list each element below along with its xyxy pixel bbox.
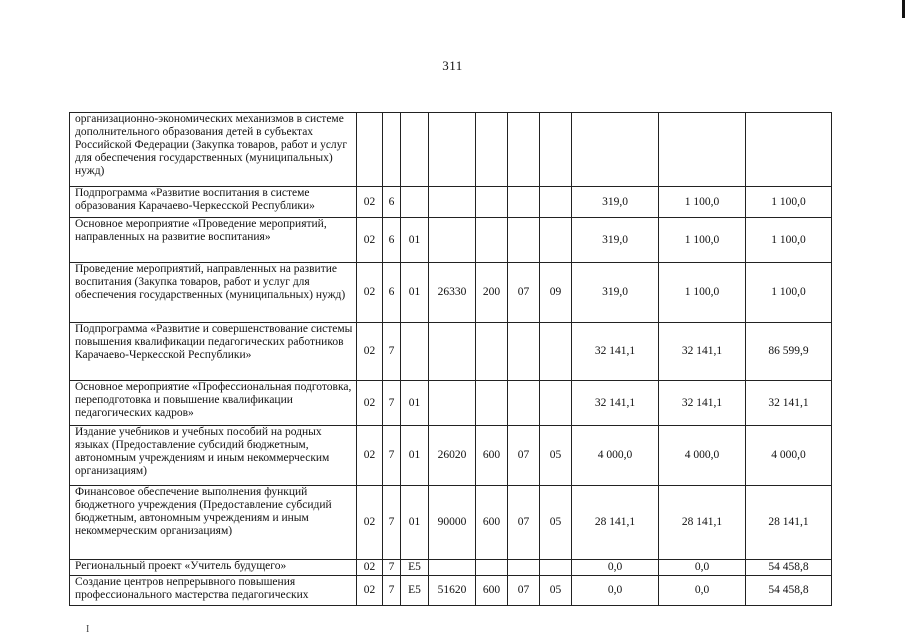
cell-year2: 1 100,0 [659,187,746,218]
cell-year2 [659,113,746,187]
cell-year1 [572,113,659,187]
cell-gp: 02 [357,486,383,560]
cell-year1: 319,0 [572,263,659,323]
cell-gp [357,113,383,187]
cell-year3: 1 100,0 [746,218,832,263]
cell-pr: 05 [540,576,572,606]
cell-direction [429,560,476,576]
cell-vr: 200 [476,263,508,323]
cell-direction [429,113,476,187]
cell-om: 01 [401,263,429,323]
cell-pr [540,218,572,263]
cell-year1: 319,0 [572,187,659,218]
cell-gp: 02 [357,576,383,606]
cell-om: 01 [401,426,429,486]
cell-year1: 32 141,1 [572,381,659,426]
cell-direction: 26020 [429,426,476,486]
cell-rz [508,187,540,218]
cell-vr: 600 [476,426,508,486]
table-row [70,323,832,381]
cell-gp: 02 [357,187,383,218]
cell-year1: 28 141,1 [572,486,659,560]
cell-gp: 02 [357,323,383,381]
cell-year3: 1 100,0 [746,263,832,323]
cell-pp [383,113,401,187]
cell-year2: 32 141,1 [659,381,746,426]
cell-vr [476,381,508,426]
cell-year2: 28 141,1 [659,486,746,560]
cell-pp: 7 [383,426,401,486]
table-row [70,576,832,606]
cell-name: Основное мероприятие «Проведение мероприятий, направленных на развитие воспитания» [70,218,357,263]
budget-table-body [70,113,832,606]
cell-pp: 6 [383,218,401,263]
table-row [70,560,832,576]
cell-pp: 7 [383,576,401,606]
cell-name: организационно-экономических механизмов в системе дополнительного образования детей в субъектах Российской Федерации (Закупка товаров, работ и услуг для обеспечения государственных (муниципальных) нужд) [70,113,357,187]
cell-year2: 32 141,1 [659,323,746,381]
cell-rz: 07 [508,426,540,486]
cell-year3 [746,113,832,187]
cell-gp: 02 [357,426,383,486]
cell-year1: 32 141,1 [572,323,659,381]
cell-year2: 4 000,0 [659,426,746,486]
cell-rz [508,113,540,187]
cell-pr [540,560,572,576]
cell-om [401,113,429,187]
cell-year3: 1 100,0 [746,187,832,218]
cell-direction [429,381,476,426]
footer-mark: I [86,624,90,635]
cell-year3: 86 599,9 [746,323,832,381]
cell-year1: 0,0 [572,560,659,576]
cell-vr [476,323,508,381]
cell-pr: 09 [540,263,572,323]
table-row [70,426,832,486]
cell-year3: 4 000,0 [746,426,832,486]
cell-pr [540,113,572,187]
cell-rz [508,218,540,263]
cell-direction: 90000 [429,486,476,560]
budget-table [69,112,832,606]
cell-vr [476,560,508,576]
cell-gp: 02 [357,218,383,263]
cell-gp: 02 [357,381,383,426]
table-row [70,263,832,323]
page-number: 311 [442,58,463,73]
table-row [70,113,832,187]
cell-vr [476,113,508,187]
table-row [70,486,832,560]
cell-pr: 05 [540,486,572,560]
cell-vr: 600 [476,576,508,606]
cell-year1: 319,0 [572,218,659,263]
cell-name: Проведение мероприятий, направленных на развитие воспитания (Закупка товаров, работ и услуг для обеспечения государственных (муниципальных) нужд) [70,263,357,323]
cell-rz [508,323,540,381]
cell-year3: 28 141,1 [746,486,832,560]
cell-om: 01 [401,486,429,560]
cell-rz [508,560,540,576]
cell-pp: 7 [383,381,401,426]
cell-om: E5 [401,576,429,606]
cell-rz: 07 [508,576,540,606]
cell-direction: 51620 [429,576,476,606]
cell-year2: 1 100,0 [659,218,746,263]
cell-rz [508,381,540,426]
cell-pp: 7 [383,323,401,381]
cell-year3: 32 141,1 [746,381,832,426]
cell-vr [476,218,508,263]
cell-om: E5 [401,560,429,576]
cell-vr [476,187,508,218]
cell-year2: 0,0 [659,560,746,576]
cell-name: Финансовое обеспечение выполнения функций бюджетного учреждения (Предоставление субсидий бюджетным, автономным учреждениям и иным некоммерческим организациям) [70,486,357,560]
table-row [70,381,832,426]
cell-name: Подпрограмма «Развитие и совершенствование системы повышения квалификации педагогических работников Карачаево-Черкесской Республики» [70,323,357,381]
cell-name: Основное мероприятие «Профессиональная подготовка, переподготовка и повышение квалификации педагогических кадров» [70,381,357,426]
cell-direction: 26330 [429,263,476,323]
cell-gp: 02 [357,263,383,323]
cell-gp: 02 [357,560,383,576]
cell-vr: 600 [476,486,508,560]
cell-pr [540,187,572,218]
cell-direction [429,187,476,218]
table-row [70,218,832,263]
cell-year3: 54 458,8 [746,560,832,576]
cell-om [401,323,429,381]
cell-om: 01 [401,381,429,426]
cell-rz: 07 [508,486,540,560]
cell-year3: 54 458,8 [746,576,832,606]
cell-direction [429,323,476,381]
cell-pr [540,381,572,426]
cell-year2: 0,0 [659,576,746,606]
cell-name: Издание учебников и учебных пособий на родных языках (Предоставление субсидий бюджетным, автономным учреждениям и иным некоммерческим организациям) [70,426,357,486]
cell-name: Региональный проект «Учитель будущего» [70,560,357,576]
cell-year1: 0,0 [572,576,659,606]
cell-pp: 6 [383,187,401,218]
cell-year1: 4 000,0 [572,426,659,486]
cell-pr [540,323,572,381]
table-row [70,187,832,218]
cell-om [401,187,429,218]
cell-rz: 07 [508,263,540,323]
cell-year2: 1 100,0 [659,263,746,323]
cell-pp: 7 [383,560,401,576]
cell-direction [429,218,476,263]
cell-pr: 05 [540,426,572,486]
cell-name: Создание центров непрерывного повышения профессионального мастерства педагогических [70,576,357,606]
cell-pp: 7 [383,486,401,560]
cell-name: Подпрограмма «Развитие воспитания в системе образования Карачаево-Черкесской Республики» [70,187,357,218]
cell-om: 01 [401,218,429,263]
cell-pp: 6 [383,263,401,323]
